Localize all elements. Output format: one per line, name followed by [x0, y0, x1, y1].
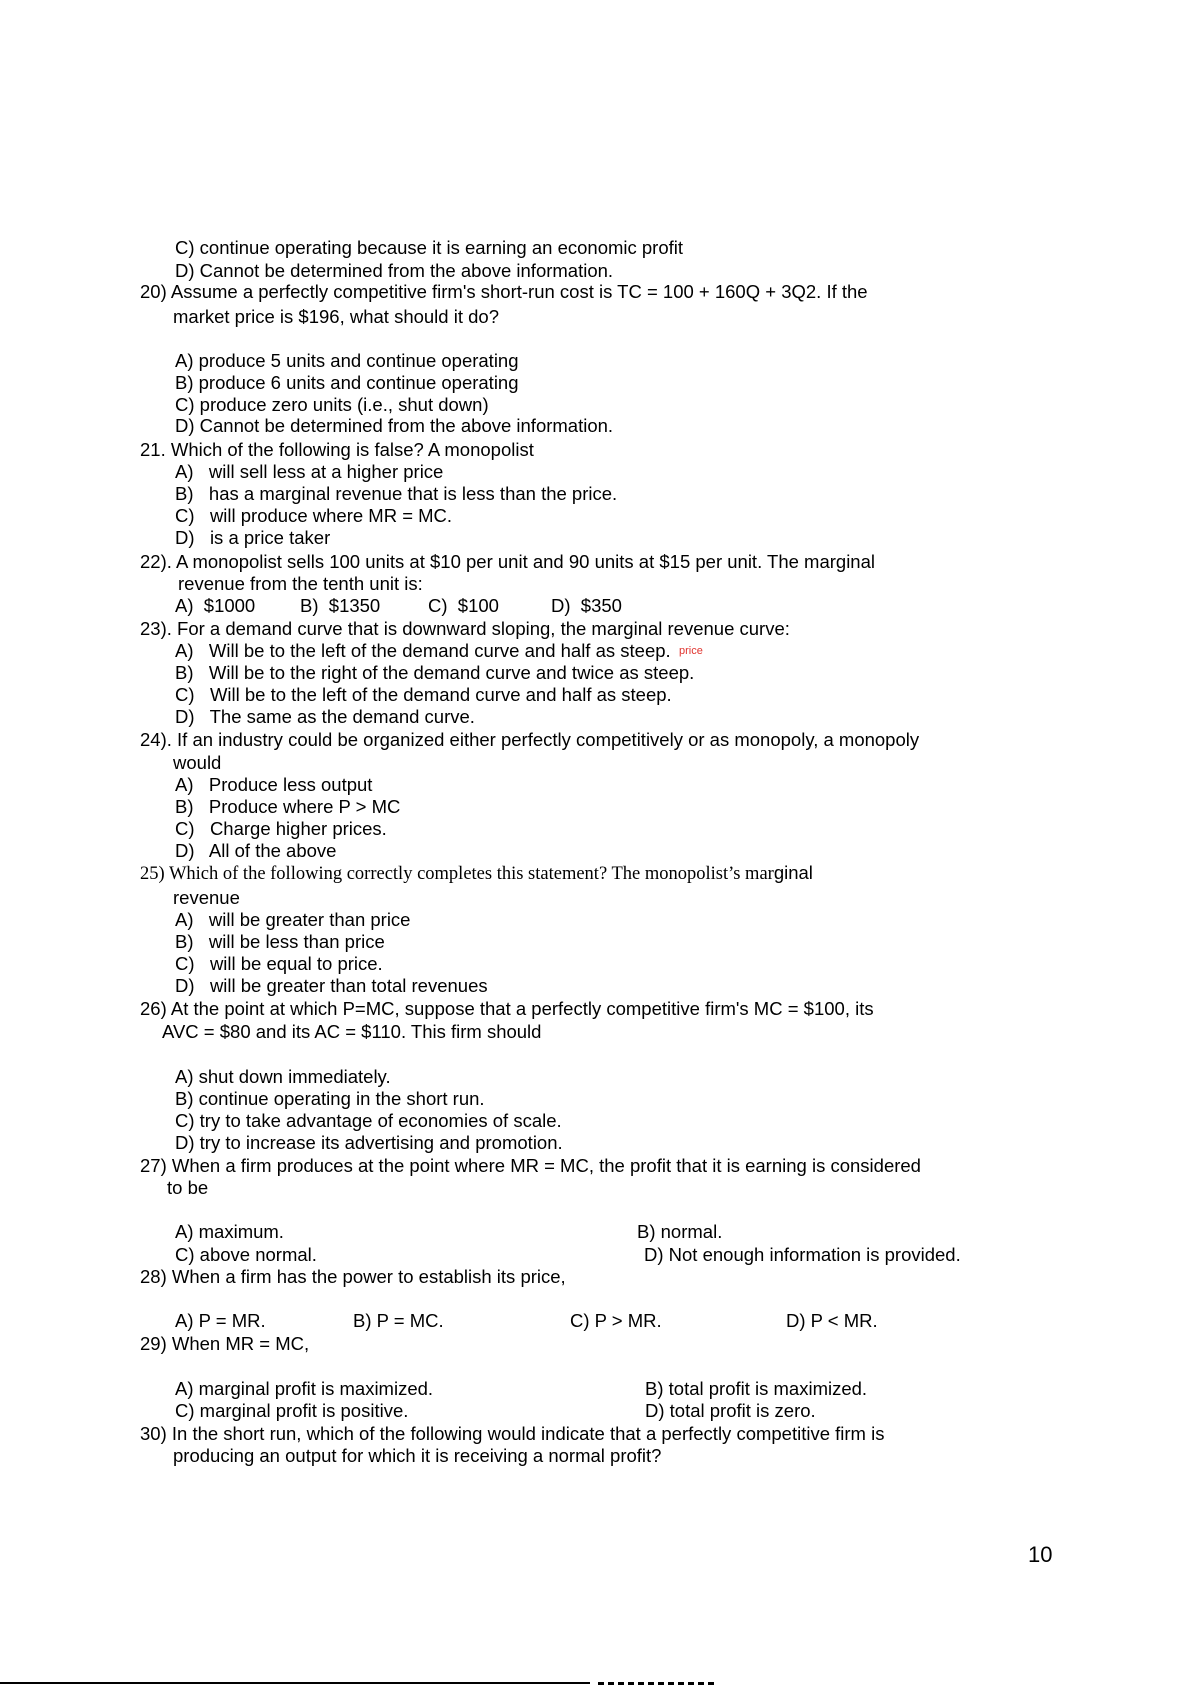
- q21-stem: 21. Which of the following is false? A monopolist: [140, 439, 534, 460]
- q22-stem-cont: revenue from the tenth unit is:: [178, 573, 423, 594]
- q23-option-d: D) The same as the demand curve.: [175, 706, 475, 727]
- q22-option-d: D) $350: [551, 595, 622, 616]
- q24-option-d: D) All of the above: [175, 840, 337, 861]
- handwritten-annotation: price: [679, 645, 703, 657]
- q23-option-c: C) Will be to the left of the demand curve and half as steep.: [175, 684, 672, 705]
- q26-option-b: B) continue operating in the short run.: [175, 1088, 485, 1109]
- q29-option-d: D) total profit is zero.: [645, 1400, 816, 1421]
- q25-option-d: D) will be greater than total revenues: [175, 975, 488, 996]
- q25-stem-cont: revenue: [173, 887, 240, 908]
- q28-option-c: C) P > MR.: [570, 1310, 662, 1331]
- q27-stem: 27) When a firm produces at the point where MR = MC, the profit that it is earning is considered: [140, 1155, 921, 1176]
- q24-option-b: B) Produce where P > MC: [175, 796, 401, 817]
- q22-option-a: A) $1000: [175, 595, 256, 616]
- q21-option-b: B) has a marginal revenue that is less than the price.: [175, 483, 618, 504]
- q27-option-d: D) Not enough information is provided.: [644, 1244, 961, 1265]
- q21-option-a: A) will sell less at a higher price: [175, 461, 444, 482]
- q22-option-b: B) $1350: [300, 595, 381, 616]
- q27-option-c: C) above normal.: [175, 1244, 317, 1265]
- q20-option-b: B) produce 6 units and continue operating: [175, 372, 519, 393]
- q22-option-c: C) $100: [428, 595, 499, 616]
- q20-stem: 20) Assume a perfectly competitive firm's short-run cost is TC = 100 + 160Q + 3Q2. If the: [140, 281, 868, 302]
- q21-option-d: D) is a price taker: [175, 527, 331, 548]
- q24-stem: 24). If an industry could be organized either perfectly competitively or as monopoly, a monopoly: [140, 729, 920, 750]
- q27-option-a: A) maximum.: [175, 1221, 284, 1242]
- q25-stem-sans-part: ginal: [773, 862, 813, 883]
- q23-stem: 23). For a demand curve that is downward sloping, the marginal revenue curve:: [140, 618, 790, 639]
- q26-option-a: A) shut down immediately.: [175, 1066, 391, 1087]
- q30-stem-cont: producing an output for which it is receiving a normal profit?: [173, 1445, 662, 1466]
- q20-option-c: C) produce zero units (i.e., shut down): [175, 394, 489, 415]
- q28-option-b: B) P = MC.: [353, 1310, 444, 1331]
- q25-option-a: A) will be greater than price: [175, 909, 411, 930]
- page-number: 10: [1028, 1542, 1053, 1567]
- q28-stem: 28) When a firm has the power to establish its price,: [140, 1266, 566, 1287]
- q22-stem: 22). A monopolist sells 100 units at $10 per unit and 90 units at $15 per unit. The marginal: [140, 551, 875, 572]
- q29-option-a: A) marginal profit is maximized.: [175, 1378, 434, 1399]
- q25-stem-serif-part: 25) Which of the following correctly completes this statement? The monopolist’s mar: [140, 864, 774, 884]
- q26-stem-cont: AVC = $80 and its AC = $110. This firm should: [162, 1021, 542, 1042]
- q27-option-b: B) normal.: [637, 1221, 723, 1242]
- q26-stem: 26) At the point at which P=MC, suppose that a perfectly competitive firm's MC = $100, its: [140, 998, 874, 1019]
- q25-option-b: B) will be less than price: [175, 931, 385, 952]
- q25-option-c: C) will be equal to price.: [175, 953, 383, 974]
- q26-option-c: C) try to take advantage of economies of scale.: [175, 1110, 562, 1131]
- q29-option-b: B) total profit is maximized.: [645, 1378, 868, 1399]
- q24-stem-cont: would: [173, 752, 222, 773]
- q29-option-c: C) marginal profit is positive.: [175, 1400, 409, 1421]
- q20-stem-cont: market price is $196, what should it do?: [173, 306, 499, 327]
- q23-option-a: A) Will be to the left of the demand curve and half as steep.: [175, 640, 671, 661]
- q20-option-a: A) produce 5 units and continue operating: [175, 350, 519, 371]
- q24-option-c: C) Charge higher prices.: [175, 818, 387, 839]
- q28-option-a: A) P = MR.: [175, 1310, 266, 1331]
- q26-option-d: D) try to increase its advertising and promotion.: [175, 1132, 563, 1153]
- q23-option-b: B) Will be to the right of the demand curve and twice as steep.: [175, 662, 695, 683]
- q30-stem: 30) In the short run, which of the following would indicate that a perfectly competitive firm is: [140, 1423, 885, 1444]
- q20-option-d: D) Cannot be determined from the above information.: [175, 415, 614, 436]
- q27-stem-cont: to be: [167, 1177, 209, 1198]
- q21-option-c: C) will produce where MR = MC.: [175, 505, 453, 526]
- bottom-divider: [0, 1682, 590, 1684]
- q19-option-c: C) continue operating because it is earning an economic profit: [175, 237, 684, 258]
- q25-stem: [140, 862, 813, 885]
- q28-option-d: D) P < MR.: [786, 1310, 878, 1331]
- q19-option-d: D) Cannot be determined from the above information.: [175, 260, 614, 281]
- q29-stem: 29) When MR = MC,: [140, 1333, 310, 1354]
- q24-option-a: A) Produce less output: [175, 774, 373, 795]
